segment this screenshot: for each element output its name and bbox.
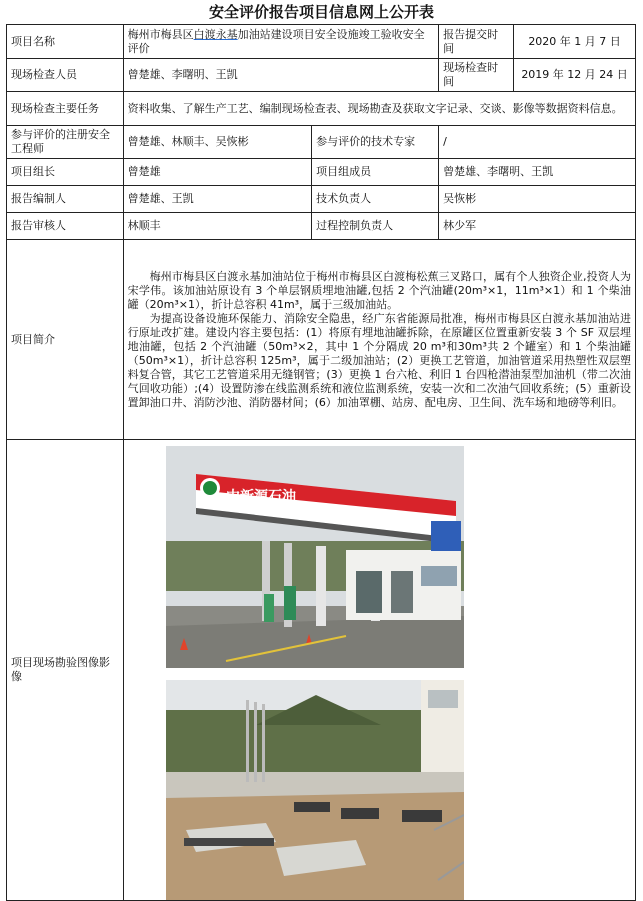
images-value	[123, 440, 635, 901]
project-name-underlined: 白渡永基	[193, 27, 238, 41]
leader-label: 项目组长	[7, 159, 124, 186]
project-name-label: 项目名称	[7, 25, 124, 59]
images-label: 项目现场勘验图像影像	[7, 440, 124, 901]
intro-paragraph-2: 为提高设备设施环保能力、消除安全隐患，经广东省能源局批准，梅州市梅县区白渡永基加油站进行原址改扩建。建设内容主要包括：(1）将原有埋地油罐拆除，在原罐区位置重新安装 3 个 SF 双层埋地油罐，包括 2 个汽油罐（50m³×2，其中 1 个分隔成 20 m³和30m³共 2 个罐室）和 1 个柴油罐（50m³×1），折计总容积 125m³，属于二级加油站；(2）更换工艺管道，加油管道采用热塑性双层塑料复合管，其它工艺管道采用无缝钢管；(3）更换 1 台六枪、利旧 1 台四枪潜油泵型加油机（带二次油气回收功能）;(4）设置防渗在线监测系统和液位监测系统，安装一次和二次油气回收系统；(5）重新设置卸油口井、消防沙池、消防器材间；(6）加油罩棚、站房、配电房、卫生间、洗车场和地磅等利旧。	[127, 311, 631, 409]
project-name-pre: 梅州市梅县区	[127, 27, 194, 41]
submit-time-label: 报告提交时间	[439, 25, 514, 59]
editor-label: 报告编制人	[7, 186, 124, 213]
tank-area-photo	[166, 680, 464, 900]
row-reviewer	[7, 213, 636, 240]
row-intro	[7, 240, 636, 440]
reviewer-label: 报告审核人	[7, 213, 124, 240]
process-ctrl-value: 林少军	[439, 213, 636, 240]
members-label: 项目组成员	[312, 159, 439, 186]
experts-label: 参与评价的技术专家	[312, 126, 439, 159]
row-editor	[7, 186, 636, 213]
tasks-label: 现场检查主要任务	[7, 92, 124, 126]
engineers-value: 曾楚雄、林顺丰、吴恢彬	[123, 126, 311, 159]
tech-lead-value: 吴恢彬	[439, 186, 636, 213]
inspectors-label: 现场检查人员	[7, 59, 124, 92]
row-leader	[7, 159, 636, 186]
page-title: 安全评价报告项目信息网上公开表	[208, 3, 434, 21]
tech-lead-label: 技术负责人	[312, 186, 439, 213]
station-sign: 中新源石油	[225, 489, 296, 505]
project-name-value	[123, 25, 439, 59]
submit-time-value: 2020 年 1 月 7 日	[514, 25, 636, 59]
reviewer-value: 林顺丰	[123, 213, 311, 240]
row-project-name	[7, 25, 636, 59]
info-table	[6, 24, 636, 901]
process-ctrl-label: 过程控制负责人	[312, 213, 439, 240]
engineers-label: 参与评价的注册安全工程师	[7, 126, 124, 159]
editor-value: 曾楚雄、王凯	[123, 186, 311, 213]
inspect-time-label: 现场检查时间	[439, 59, 514, 92]
gas-station-photo	[166, 446, 464, 668]
row-engineers	[7, 126, 636, 159]
intro-value	[123, 240, 635, 440]
row-tasks	[7, 92, 636, 126]
tasks-value: 资料收集、了解生产工艺、编制现场检查表、现场勘查及获取文字记录、交谈、影像等数据资料信息。	[123, 92, 635, 126]
row-inspectors	[7, 59, 636, 92]
members-value: 曾楚雄、李曙明、王凯	[439, 159, 636, 186]
inspect-time-value: 2019 年 12 月 24 日	[514, 59, 636, 92]
row-images	[7, 440, 636, 901]
intro-paragraph-1: 梅州市梅县区白渡永基加油站位于梅州市梅县区白渡梅松蕉三叉路口，属有个人独资企业,投资人为宋学伟。该加油站原设有 3 个单层钢质埋地油罐,包括 2 个汽油罐(20m³×1，11m³×1）和 1 个柴油罐（20m³×1），折计总容积 41m³，属于三级加油站。	[127, 269, 631, 311]
experts-value: /	[439, 126, 636, 159]
inspectors-value: 曾楚雄、李曙明、王凯	[123, 59, 439, 92]
intro-label: 项目简介	[7, 240, 124, 440]
leader-value: 曾楚雄	[123, 159, 311, 186]
project-name-post: 加油站建设项目安全设施竣工验收安全评价	[127, 27, 425, 55]
